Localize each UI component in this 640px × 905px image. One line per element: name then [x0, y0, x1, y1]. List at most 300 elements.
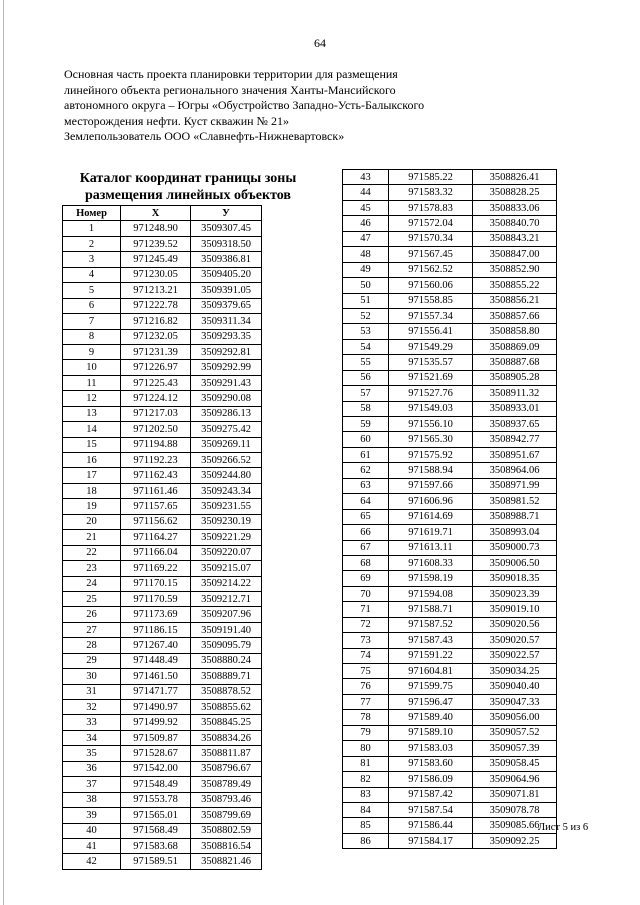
table-row [63, 730, 262, 745]
table-row [63, 530, 262, 545]
table-row [343, 818, 557, 833]
x-coordinate: 971499.92 [121, 715, 191, 730]
y-coordinate: 3509379.65 [191, 298, 262, 313]
x-coordinate: 971161.46 [121, 483, 191, 498]
x-coordinate: 971170.59 [121, 591, 191, 606]
x-coordinate: 971565.30 [389, 432, 473, 447]
table-row [343, 463, 557, 478]
y-coordinate: 3508855.62 [191, 700, 262, 715]
table-row [343, 231, 557, 246]
point-number: 76 [343, 679, 389, 694]
table-row [63, 267, 262, 282]
y-coordinate: 3509023.39 [473, 586, 557, 601]
x-coordinate: 971597.66 [389, 478, 473, 493]
x-coordinate: 971557.34 [389, 308, 473, 323]
table-row [343, 247, 557, 262]
point-number: 7 [63, 314, 121, 329]
point-number: 85 [343, 818, 389, 833]
table-row [63, 777, 262, 792]
x-coordinate: 971570.34 [389, 231, 473, 246]
point-number: 9 [63, 344, 121, 359]
point-number: 49 [343, 262, 389, 277]
y-coordinate: 3509292.99 [191, 360, 262, 375]
y-coordinate: 3508811.87 [191, 746, 262, 761]
table-row [343, 633, 557, 648]
x-coordinate: 971613.11 [389, 540, 473, 555]
x-coordinate: 971231.39 [121, 344, 191, 359]
table-row [343, 509, 557, 524]
table-row [63, 314, 262, 329]
x-coordinate: 971267.40 [121, 638, 191, 653]
point-number: 26 [63, 607, 121, 622]
y-coordinate: 3509058.45 [473, 756, 557, 771]
x-coordinate: 971594.08 [389, 586, 473, 601]
table-row [63, 854, 262, 869]
page-number: 64 [314, 36, 326, 50]
point-number: 28 [63, 638, 121, 653]
x-coordinate: 971194.88 [121, 437, 191, 452]
x-coordinate: 971549.03 [389, 401, 473, 416]
x-coordinate: 971560.06 [389, 278, 473, 293]
table-row [343, 370, 557, 385]
table-row [343, 339, 557, 354]
point-number: 13 [63, 406, 121, 421]
y-coordinate: 3508816.54 [191, 838, 262, 853]
table-row [63, 607, 262, 622]
table-row [343, 308, 557, 323]
table-row [63, 746, 262, 761]
x-coordinate: 971586.44 [389, 818, 473, 833]
coordinates-table-left [62, 205, 262, 870]
table-row [63, 638, 262, 653]
x-coordinate: 971521.69 [389, 370, 473, 385]
table-row [343, 602, 557, 617]
point-number: 20 [63, 514, 121, 529]
table-row [343, 833, 557, 848]
y-coordinate: 3508937.65 [473, 417, 557, 432]
point-number: 61 [343, 447, 389, 462]
y-coordinate: 3508840.70 [473, 216, 557, 231]
x-coordinate: 971549.29 [389, 339, 473, 354]
y-coordinate: 3509191.40 [191, 622, 262, 637]
table-row [343, 679, 557, 694]
y-coordinate: 3509286.13 [191, 406, 262, 421]
point-number: 73 [343, 633, 389, 648]
table-row [63, 514, 262, 529]
point-number: 53 [343, 324, 389, 339]
table-row [63, 576, 262, 591]
point-number: 21 [63, 530, 121, 545]
y-coordinate: 3508993.04 [473, 525, 557, 540]
table-row [63, 700, 262, 715]
x-coordinate: 971583.03 [389, 741, 473, 756]
x-coordinate: 971186.15 [121, 622, 191, 637]
table-row [63, 545, 262, 560]
table-row [343, 216, 557, 231]
table-row [343, 664, 557, 679]
x-coordinate: 971156.62 [121, 514, 191, 529]
point-number: 14 [63, 422, 121, 437]
point-number: 59 [343, 417, 389, 432]
y-coordinate: 3508857.66 [473, 308, 557, 323]
y-coordinate: 3509291.43 [191, 375, 262, 390]
x-coordinate: 971599.75 [389, 679, 473, 694]
x-coordinate: 971232.05 [121, 329, 191, 344]
header-line: автономного округа – Югры «Обустройство Западно-Усть-Балыкского [64, 98, 425, 112]
y-coordinate: 3509290.08 [191, 391, 262, 406]
table-row [343, 170, 557, 185]
table-row [63, 684, 262, 699]
table-row [63, 422, 262, 437]
x-coordinate: 971575.92 [389, 447, 473, 462]
point-number: 54 [343, 339, 389, 354]
point-number: 66 [343, 525, 389, 540]
y-coordinate: 3509244.80 [191, 468, 262, 483]
x-coordinate: 971173.69 [121, 607, 191, 622]
x-coordinate: 971596.47 [389, 694, 473, 709]
point-number: 64 [343, 494, 389, 509]
point-number: 36 [63, 761, 121, 776]
point-number: 50 [343, 278, 389, 293]
x-coordinate: 971583.60 [389, 756, 473, 771]
table-row [63, 622, 262, 637]
point-number: 17 [63, 468, 121, 483]
y-coordinate: 3508789.49 [191, 777, 262, 792]
table-row [343, 293, 557, 308]
y-coordinate: 3509022.57 [473, 648, 557, 663]
y-coordinate: 3509085.66 [473, 818, 557, 833]
sheet-indicator: Лист 5 из 6 [538, 822, 589, 833]
x-coordinate: 971556.10 [389, 417, 473, 432]
x-coordinate: 971587.52 [389, 617, 473, 632]
x-coordinate: 971248.90 [121, 221, 191, 236]
y-coordinate: 3508858.80 [473, 324, 557, 339]
y-coordinate: 3509318.50 [191, 236, 262, 251]
table-row [343, 586, 557, 601]
table-row [343, 725, 557, 740]
x-coordinate: 971509.87 [121, 730, 191, 745]
table-row [343, 262, 557, 277]
x-coordinate: 971598.19 [389, 571, 473, 586]
table-row [63, 761, 262, 776]
table-row [63, 437, 262, 452]
table-row [343, 540, 557, 555]
x-coordinate: 971245.49 [121, 252, 191, 267]
point-number: 24 [63, 576, 121, 591]
y-coordinate: 3509056.00 [473, 710, 557, 725]
x-coordinate: 971528.67 [121, 746, 191, 761]
x-coordinate: 971169.22 [121, 561, 191, 576]
x-coordinate: 971157.65 [121, 499, 191, 514]
y-coordinate: 3509292.81 [191, 344, 262, 359]
x-coordinate: 971558.85 [389, 293, 473, 308]
table-row [343, 555, 557, 570]
point-number: 8 [63, 329, 121, 344]
document-header [64, 67, 484, 145]
table-row [343, 432, 557, 447]
point-number: 40 [63, 823, 121, 838]
point-number: 44 [343, 185, 389, 200]
point-number: 31 [63, 684, 121, 699]
point-number: 5 [63, 283, 121, 298]
table-row [63, 329, 262, 344]
table-header-row [63, 206, 262, 221]
y-coordinate: 3508988.71 [473, 509, 557, 524]
x-coordinate: 971591.22 [389, 648, 473, 663]
table-row [343, 756, 557, 771]
x-coordinate: 971217.03 [121, 406, 191, 421]
table-row [63, 561, 262, 576]
y-coordinate: 3509405.20 [191, 267, 262, 282]
y-coordinate: 3509212.71 [191, 591, 262, 606]
x-coordinate: 971471.77 [121, 684, 191, 699]
catalog-title [62, 170, 314, 204]
y-coordinate: 3508880.24 [191, 653, 262, 668]
point-number: 12 [63, 391, 121, 406]
table-row [63, 406, 262, 421]
y-coordinate: 3508887.68 [473, 355, 557, 370]
point-number: 30 [63, 669, 121, 684]
point-number: 58 [343, 401, 389, 416]
column-header-number: Номер [63, 206, 121, 221]
x-coordinate: 971230.05 [121, 267, 191, 282]
table-row [63, 453, 262, 468]
y-coordinate: 3509215.07 [191, 561, 262, 576]
table-row [343, 185, 557, 200]
point-number: 6 [63, 298, 121, 313]
table-row [343, 694, 557, 709]
x-coordinate: 971535.57 [389, 355, 473, 370]
y-coordinate: 3509034.25 [473, 664, 557, 679]
y-coordinate: 3508964.06 [473, 463, 557, 478]
x-coordinate: 971567.45 [389, 247, 473, 262]
y-coordinate: 3509231.55 [191, 499, 262, 514]
x-coordinate: 971224.12 [121, 391, 191, 406]
x-coordinate: 971572.04 [389, 216, 473, 231]
y-coordinate: 3508889.71 [191, 669, 262, 684]
x-coordinate: 971222.78 [121, 298, 191, 313]
x-coordinate: 971589.10 [389, 725, 473, 740]
point-number: 82 [343, 772, 389, 787]
point-number: 52 [343, 308, 389, 323]
y-coordinate: 3509020.56 [473, 617, 557, 632]
point-number: 42 [63, 854, 121, 869]
y-coordinate: 3508933.01 [473, 401, 557, 416]
table-row [343, 617, 557, 632]
column-header-x: X [121, 206, 191, 221]
x-coordinate: 971589.51 [121, 854, 191, 869]
table-row [63, 391, 262, 406]
point-number: 71 [343, 602, 389, 617]
y-coordinate: 3509057.52 [473, 725, 557, 740]
x-coordinate: 971583.68 [121, 838, 191, 853]
x-coordinate: 971553.78 [121, 792, 191, 807]
y-coordinate: 3508981.52 [473, 494, 557, 509]
x-coordinate: 971587.43 [389, 633, 473, 648]
point-number: 35 [63, 746, 121, 761]
table-row [343, 525, 557, 540]
point-number: 79 [343, 725, 389, 740]
y-coordinate: 3508971.99 [473, 478, 557, 493]
y-coordinate: 3508834.26 [191, 730, 262, 745]
x-coordinate: 971527.76 [389, 386, 473, 401]
table-row [63, 252, 262, 267]
table-row [343, 478, 557, 493]
x-coordinate: 971448.49 [121, 653, 191, 668]
x-coordinate: 971170.15 [121, 576, 191, 591]
x-coordinate: 971225.43 [121, 375, 191, 390]
point-number: 75 [343, 664, 389, 679]
table-row [63, 499, 262, 514]
y-coordinate: 3508799.69 [191, 808, 262, 823]
y-coordinate: 3508828.25 [473, 185, 557, 200]
point-number: 19 [63, 499, 121, 514]
point-number: 56 [343, 370, 389, 385]
y-coordinate: 3509230.19 [191, 514, 262, 529]
table-row [63, 792, 262, 807]
table-row [63, 236, 262, 251]
y-coordinate: 3509293.35 [191, 329, 262, 344]
point-number: 48 [343, 247, 389, 262]
table-row [63, 823, 262, 838]
y-coordinate: 3509311.34 [191, 314, 262, 329]
point-number: 51 [343, 293, 389, 308]
table-row [343, 324, 557, 339]
point-number: 68 [343, 555, 389, 570]
x-coordinate: 971586.09 [389, 772, 473, 787]
header-line: Основная часть проекта планировки территории для размещения [64, 67, 398, 81]
x-coordinate: 971548.49 [121, 777, 191, 792]
x-coordinate: 971216.82 [121, 314, 191, 329]
point-number: 23 [63, 561, 121, 576]
table-row [63, 669, 262, 684]
table-row [63, 808, 262, 823]
coordinates-table-right [342, 169, 557, 849]
point-number: 11 [63, 375, 121, 390]
x-coordinate: 971556.41 [389, 324, 473, 339]
y-coordinate: 3509221.29 [191, 530, 262, 545]
y-coordinate: 3509266.52 [191, 453, 262, 468]
header-line: Землепользователь ООО «Славнефть-Нижневартовск» [64, 129, 345, 143]
table-row [63, 838, 262, 853]
table-row [343, 355, 557, 370]
table-row [343, 278, 557, 293]
y-coordinate: 3509092.25 [473, 833, 557, 848]
x-coordinate: 971166.04 [121, 545, 191, 560]
point-number: 1 [63, 221, 121, 236]
y-coordinate: 3509207.96 [191, 607, 262, 622]
y-coordinate: 3508878.52 [191, 684, 262, 699]
y-coordinate: 3508847.00 [473, 247, 557, 262]
table-row [63, 298, 262, 313]
y-coordinate: 3509095.79 [191, 638, 262, 653]
point-number: 32 [63, 700, 121, 715]
y-coordinate: 3508833.06 [473, 200, 557, 215]
x-coordinate: 971568.49 [121, 823, 191, 838]
header-line: месторождения нефти. Куст скважин № 21» [64, 113, 289, 128]
table-row [63, 715, 262, 730]
point-number: 67 [343, 540, 389, 555]
x-coordinate: 971490.97 [121, 700, 191, 715]
y-coordinate: 3508869.09 [473, 339, 557, 354]
point-number: 81 [343, 756, 389, 771]
table-row [63, 653, 262, 668]
x-coordinate: 971583.32 [389, 185, 473, 200]
column-header-y: У [191, 206, 262, 221]
table-row [343, 648, 557, 663]
x-coordinate: 971606.96 [389, 494, 473, 509]
y-coordinate: 3509386.81 [191, 252, 262, 267]
y-coordinate: 3509269.11 [191, 437, 262, 452]
x-coordinate: 971461.50 [121, 669, 191, 684]
x-coordinate: 971542.00 [121, 761, 191, 776]
table-row [343, 772, 557, 787]
table-row [63, 344, 262, 359]
table-row [343, 802, 557, 817]
table-row [63, 221, 262, 236]
x-coordinate: 971226.97 [121, 360, 191, 375]
table-row [343, 710, 557, 725]
x-coordinate: 971604.81 [389, 664, 473, 679]
y-coordinate: 3509000.73 [473, 540, 557, 555]
x-coordinate: 971192.23 [121, 453, 191, 468]
y-coordinate: 3509006.50 [473, 555, 557, 570]
table-row [63, 360, 262, 375]
y-coordinate: 3508856.21 [473, 293, 557, 308]
point-number: 45 [343, 200, 389, 215]
y-coordinate: 3509391.05 [191, 283, 262, 298]
x-coordinate: 971162.43 [121, 468, 191, 483]
table-row [343, 447, 557, 462]
x-coordinate: 971587.42 [389, 787, 473, 802]
table-row [343, 401, 557, 416]
point-number: 33 [63, 715, 121, 730]
y-coordinate: 3509047.33 [473, 694, 557, 709]
y-coordinate: 3509064.96 [473, 772, 557, 787]
y-coordinate: 3509275.42 [191, 422, 262, 437]
table-row [343, 417, 557, 432]
table-row [63, 375, 262, 390]
point-number: 69 [343, 571, 389, 586]
scan-margin-line [3, 0, 4, 905]
table-row [343, 200, 557, 215]
point-number: 86 [343, 833, 389, 848]
y-coordinate: 3509020.57 [473, 633, 557, 648]
x-coordinate: 971614.69 [389, 509, 473, 524]
y-coordinate: 3509078.78 [473, 802, 557, 817]
point-number: 15 [63, 437, 121, 452]
x-coordinate: 971608.33 [389, 555, 473, 570]
y-coordinate: 3509019.10 [473, 602, 557, 617]
point-number: 38 [63, 792, 121, 807]
point-number: 84 [343, 802, 389, 817]
x-coordinate: 971588.94 [389, 463, 473, 478]
point-number: 78 [343, 710, 389, 725]
table-row [343, 494, 557, 509]
point-number: 65 [343, 509, 389, 524]
table-row [343, 741, 557, 756]
point-number: 2 [63, 236, 121, 251]
point-number: 43 [343, 170, 389, 185]
x-coordinate: 971213.21 [121, 283, 191, 298]
point-number: 55 [343, 355, 389, 370]
y-coordinate: 3509040.40 [473, 679, 557, 694]
point-number: 39 [63, 808, 121, 823]
y-coordinate: 3508905.28 [473, 370, 557, 385]
x-coordinate: 971587.54 [389, 802, 473, 817]
catalog-title-line: Каталог координат границы зоны [79, 171, 297, 186]
point-number: 83 [343, 787, 389, 802]
